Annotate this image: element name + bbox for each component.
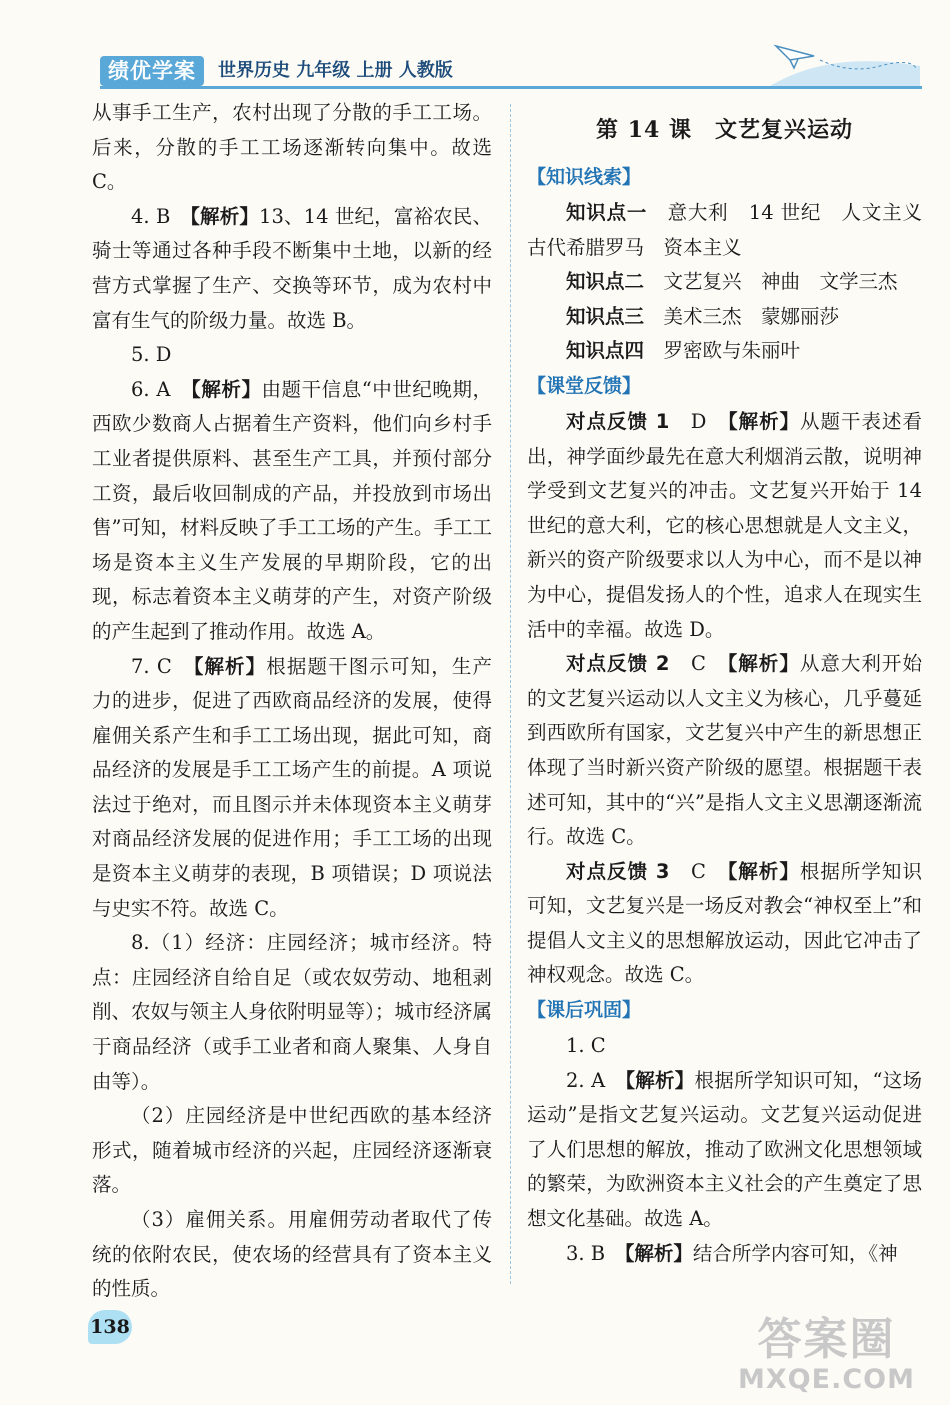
answer-8-part-2: （2）庄园经济是中世纪西欧的基本经济形式，随着城市经济的兴起，庄园经济逐渐衰落。 xyxy=(92,1104,492,1197)
homework-answer-1: 1. C xyxy=(566,1034,606,1058)
answer-4-text: 13、14 世纪，富裕农民、骑士等通过各种手段不断集中土地，以新的经营方式掌握了生产、交换等环节，成为农村中富有生气的阶级力量。故选 B。 xyxy=(92,204,492,332)
homework-answer-text: 结合所学内容可知，《神 xyxy=(692,1241,898,1265)
knowledge-point-text: 文艺复兴 神曲 文学三杰 xyxy=(663,270,898,294)
knowledge-point-label: 知识点一 xyxy=(566,201,648,224)
answer-7-text: 根据题干图示可知，生产力的进步，促进了西欧商品经济的发展，使得雇佣关系产生和手工工场出现，据此可知，商品经济的发展是手工工场产生的前提。A 项说法过于绝对，而且图示并未体现资本主义萌芽对商品经济发展的促进作用；手工工场的出现是资本主义萌芽的表现，B 项错误；D 项说法与史实不符。故选 C。 xyxy=(92,654,492,920)
brand-logo: 绩优学案 xyxy=(100,56,204,86)
feedback-text: 根据所学知识可知，文艺复兴是一场反对教会“神权至上”和提倡人文主义的思想解放运动，因此它冲击了神权观念。故选 C。 xyxy=(527,859,922,987)
knowledge-point-text: 美术三杰 蒙娜丽莎 xyxy=(663,304,840,328)
knowledge-point-3 xyxy=(527,300,922,335)
feedback-answer: C xyxy=(691,859,706,883)
right-column xyxy=(527,96,942,1271)
feedback-text: 从意大利开始的文艺复兴运动以人文主义为核心，几乎蔓延到西欧所有国家，文艺复兴中产生的新思想正体现了当时新兴资产阶级的愿望。根据题干表述可知，其中的“兴”是指人文主义思潮逐渐流行。故选 C。 xyxy=(527,652,922,849)
paper-plane-icon xyxy=(770,40,920,88)
answer-6 xyxy=(92,373,492,650)
homework-answer-number: 2. A xyxy=(566,1068,606,1092)
feedback-label: 对点反馈 3 xyxy=(566,859,670,883)
knowledge-point-4 xyxy=(527,334,922,369)
lesson-title: 第 14 课 文艺复兴运动 xyxy=(596,117,853,143)
feedback-answer: C xyxy=(691,652,706,676)
homework-answer-2 xyxy=(527,1064,922,1237)
knowledge-point-1 xyxy=(527,196,942,265)
analysis-tag: 【解析】 xyxy=(727,409,801,433)
column-divider xyxy=(510,104,511,1284)
header-rule xyxy=(100,86,922,89)
knowledge-point-text: 意大利 14 世纪 人文主义 古代希腊罗马 资本主义 xyxy=(527,201,942,259)
analysis-tag: 【解析】 xyxy=(193,654,267,678)
analysis-tag: 【解析】 xyxy=(727,652,800,676)
analysis-tag: 【解析】 xyxy=(190,204,260,228)
answer-7 xyxy=(92,650,492,927)
feedback-1 xyxy=(527,405,922,647)
answer-5: 5. D xyxy=(131,343,172,367)
left-column xyxy=(92,96,492,1307)
analysis-tag: 【解析】 xyxy=(624,1241,693,1265)
section-heading-classroom: 【课堂反馈】 xyxy=(527,374,642,397)
answer-7-number: 7. C xyxy=(131,654,172,678)
knowledge-point-label: 知识点四 xyxy=(566,339,645,363)
analysis-tag: 【解析】 xyxy=(625,1068,695,1092)
homework-answer-text: 根据所学知识可知，“这场运动”是指文艺复兴运动。文艺复兴运动促进了人们思想的解放，推动了欧洲文化思想领域的繁荣，为欧洲资本主义社会的产生奠定了思想文化基础。故选 A。 xyxy=(527,1068,922,1231)
watermark-main: 答案圈 xyxy=(757,1314,896,1365)
knowledge-point-label: 知识点二 xyxy=(566,270,645,294)
answer-4 xyxy=(92,200,492,338)
watermark-sub: MXQE.COM xyxy=(738,1364,915,1395)
analysis-tag: 【解析】 xyxy=(727,859,800,883)
answer-8-part-3: （3）雇佣关系。用雇佣劳动者取代了传统的依附农民，使农场的经营具有了资本主义的性质。 xyxy=(92,1208,492,1301)
knowledge-point-2 xyxy=(527,265,922,300)
feedback-label: 对点反馈 2 xyxy=(566,652,670,676)
site-watermark xyxy=(738,1314,915,1395)
feedback-text: 从题干表述看出，神学面纱最先在意大利烟消云散，说明神学受到文艺复兴的冲击。文艺复兴开始于 14 世纪的意大利，它的核心思想就是人文主义，新兴的资产阶级要求以人为中心，而不是以神为中心，提倡发扬人的个性，追求人在现实生活中的幸福。故选 D。 xyxy=(527,409,922,641)
section-heading-homework: 【课后巩固】 xyxy=(527,999,642,1022)
feedback-label: 对点反馈 1 xyxy=(566,409,670,433)
section-heading-knowledge: 【知识线索】 xyxy=(527,166,642,188)
knowledge-point-label: 知识点三 xyxy=(566,304,645,328)
feedback-3 xyxy=(527,855,922,993)
answer-6-text: 由题干信息“中世纪晚期，西欧少数商人占据着生产资料，他们向乡村手工业者提供原料、甚至生产工具，并预付部分工资，最后收回制成的产品，并投放到市场出售”可知，材料反映了手工工场的产生。手工工场是资本主义生产发展的早期阶段，它的出现，标志着资本主义萌芽的产生，对资产阶级的产生起到了推动作用。故选 A。 xyxy=(92,377,492,643)
knowledge-point-text: 罗密欧与朱丽叶 xyxy=(663,339,801,363)
answer-8-part-1: 8.（1）经济：庄园经济；城市经济。特点：庄园经济自给自足（或农奴劳动、地租剥削、农奴与领主人身依附明显等）；城市经济属于商品经济（或手工业者和商人聚集、人身自由等）。 xyxy=(92,931,492,1093)
answer-6-number: 6. A xyxy=(131,377,171,401)
page-number: 138 xyxy=(88,1310,132,1344)
series-title: 世界历史 九年级 上册 人教版 xyxy=(218,60,453,81)
answer-4-number: 4. B xyxy=(131,204,171,228)
answer-continuation: 从事手工生产，农村出现了分散的手工工场。后来，分散的手工工场逐渐转向集中。故选 C。 xyxy=(92,101,492,194)
feedback-2 xyxy=(527,647,922,855)
homework-answer-number: 3. B xyxy=(566,1241,606,1265)
homework-answer-3 xyxy=(527,1237,922,1272)
feedback-answer: D xyxy=(690,409,707,433)
analysis-tag: 【解析】 xyxy=(191,377,262,401)
page-header xyxy=(0,0,950,88)
